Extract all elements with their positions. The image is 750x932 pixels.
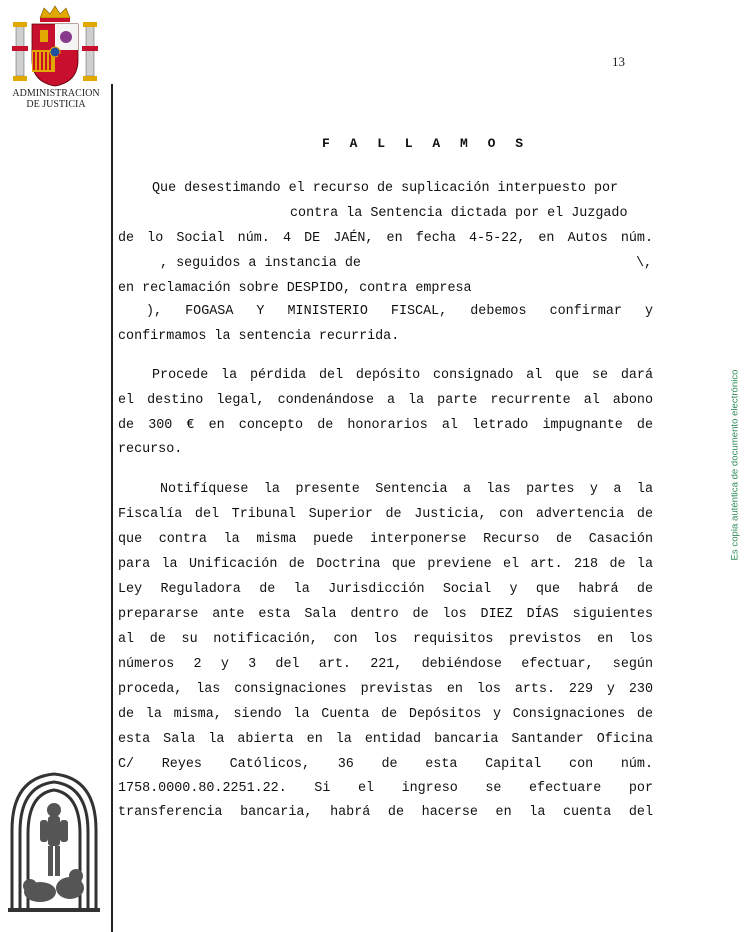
paragraph-line: Ley Reguladora de la Jurisdicción Social y que habrá de: [118, 582, 653, 597]
paragraph-line: de la misma, siendo la Cuenta de Depósitos y Consignaciones de: [118, 707, 653, 722]
paragraph-line: Procede la pérdida del depósito consignado al que se dará: [152, 368, 653, 383]
authenticity-note: Es copia auténtica de documento electrónico: [729, 369, 741, 561]
regional-emblem-logo: [6, 770, 102, 916]
paragraph-line: el destino legal, condenándose a la parte recurrente al abono: [118, 393, 653, 408]
paragraph-line: de 300 € en concepto de honorarios al letrado impugnante de: [118, 418, 653, 433]
institution-label-line2: DE JUSTICIA: [26, 99, 86, 110]
page-number: 13: [612, 54, 625, 69]
paragraph-line: transferencia bancaria, habrá de hacerse en la cuenta del: [118, 805, 653, 820]
paragraph-line: ), FOGASA Y MINISTERIO FISCAL, debemos confirmar y: [146, 304, 653, 319]
paragraph-line: que contra la misma puede interponerse Recurso de Casación: [118, 532, 653, 547]
institution-label: [8, 88, 104, 110]
paragraph-line: prepararse ante esta Sala dentro de los DIEZ DÍAS siguientes: [118, 607, 653, 622]
paragraph-line: , seguidos a instancia de: [160, 256, 361, 271]
paragraph-line: al de su notificación, con los requisitos previstos en los: [118, 632, 653, 647]
paragraph-line: confirmamos la sentencia recurrida.: [118, 329, 400, 344]
coat-of-arms-logo: [10, 4, 100, 88]
paragraph-line: Que desestimando el recurso de suplicación interpuesto por: [152, 181, 619, 196]
paragraph-line: C/ Reyes Católicos, 36 de esta Capital con núm.: [118, 757, 653, 772]
section-heading: F A L L A M O S: [322, 136, 530, 151]
paragraph-line: esta Sala la abierta en la entidad bancaria Santander Oficina: [118, 732, 653, 747]
margin-divider: [111, 84, 113, 932]
paragraph-line: 1758.0000.80.2251.22. Si el ingreso se efectuare por: [118, 781, 653, 796]
paragraph-line: recurso.: [118, 442, 183, 457]
paragraph-line: números 2 y 3 del art. 221, debiéndose efectuar, según: [118, 657, 653, 672]
paragraph-line: proceda, las consignaciones previstas en los arts. 229 y 230: [118, 682, 653, 697]
paragraph-line: de lo Social núm. 4 DE JAÉN, en fecha 4-5-22, en Autos núm.: [118, 231, 653, 246]
paragraph-line: para la Unificación de Doctrina que previene el art. 218 de la: [118, 557, 653, 572]
paragraph-line: contra la Sentencia dictada por el Juzgado: [290, 206, 628, 221]
paragraph-line: Notifíquese la presente Sentencia a las partes y a la: [160, 482, 653, 497]
paragraph-line-fragment: \,: [636, 256, 653, 271]
institution-label-line1: ADMINISTRACION: [12, 88, 100, 99]
paragraph-line: Fiscalía del Tribunal Superior de Justicia, con advertencia de: [118, 507, 653, 522]
paragraph-line: en reclamación sobre DESPIDO, contra empresa: [118, 281, 472, 296]
